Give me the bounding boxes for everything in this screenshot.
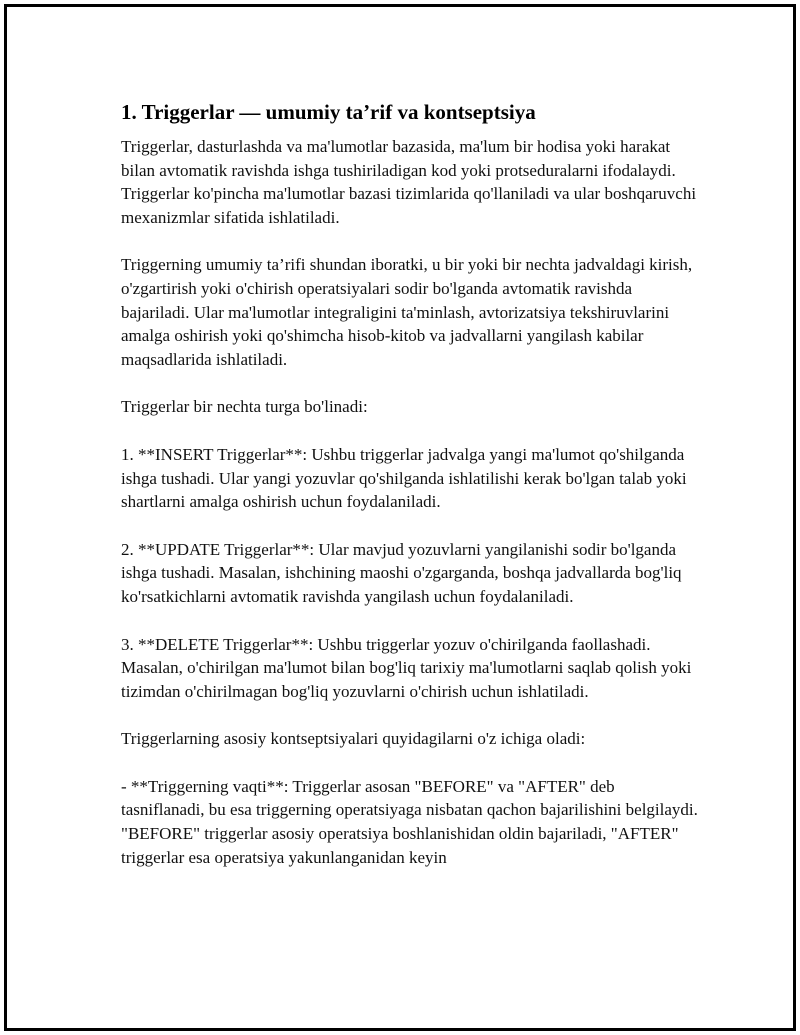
paragraph-types-intro: Triggerlar bir nechta turga bo'linadi: [121, 397, 368, 417]
paragraph-definition: Triggerlar, dasturlashda va ma'lumotlar bazasida, ma'lum bir hodisa yoki harakat bilan avtomatik ravishda ishga tushiriladigan kod yoki protseduralarni ifodalaydi. Triggerlar ko'pincha ma'lumotlar bazasi tizimlarida qo'llaniladi va ular boshqaruvchi mexanizmlar sifatida ishlatiladi. [121, 137, 697, 227]
document-body [121, 99, 701, 893]
paragraph-delete-trigger: 3. **DELETE Triggerlar**: Ushbu triggerlar yozuv o'chirilganda faollashadi. Masalan, o'chirilgan ma'lumot bilan bog'liq tarixiy ma'lumotlarni saqlab qolish yoki tizimdan o'chirilmagan bog'liq yozuvlarni o'chirish uchun ishlatiladi. [121, 634, 692, 701]
paragraph-insert-trigger: 1. **INSERT Triggerlar**: Ushbu triggerlar jadvalga yangi ma'lumot qo'shilganda ishga tushadi. Ular yangi yozuvlar qo'shilganda ishlatilishi kerak bo'lgan talab yoki shartlarni amalga oshirish uchun foydalaniladi. [121, 444, 687, 512]
paragraph-trigger-timing: - **Triggerning vaqti**: Triggerlar asosan "BEFORE" va "AFTER" deb tasniflanadi, bu esa triggerning operatsiyaga nisbatan qachon bajarilishini belgilaydi. "BEFORE" triggerlar asosiy operatsiya boshlanishidan oldin bajariladi, "AFTER" triggerlar esa operatsiya yakunlanganidan keyin [121, 776, 698, 867]
paragraph-update-trigger: 2. **UPDATE Triggerlar**: Ular mavjud yozuvlarni yangilanishi sodir bo'lganda ishga tushadi. Masalan, ishchining maoshi o'zgarganda, boshqa jadvallarda bog'liq ko'rsatkichlarni avtomatik ravishda yangilash uchun foydalaniladi. [121, 539, 682, 606]
paragraph-general-definition: Triggerning umumiy ta’rifi shundan iboratki, u bir yoki bir nechta jadvaldagi kirish, o'zgartirish yoki o'chirish operatsiyalari sodir bo'lganda avtomatik ravishda bajariladi. Ular ma'lumotlar integraligini ta'minlash, avtorizatsiya tekshiruvlarini amalga oshirish yoki qo'shimcha hisob-kitob va jadvallarni yangilash kabilar maqsadlarida ishlatiladi. [121, 255, 693, 369]
section-title: 1. Triggerlar — umumiy ta’rif va kontseptsiya [121, 100, 536, 124]
document-page [4, 4, 796, 1031]
paragraph-concepts-intro: Triggerlarning asosiy kontseptsiyalari quyidagilarni o'z ichiga oladi: [121, 729, 586, 749]
